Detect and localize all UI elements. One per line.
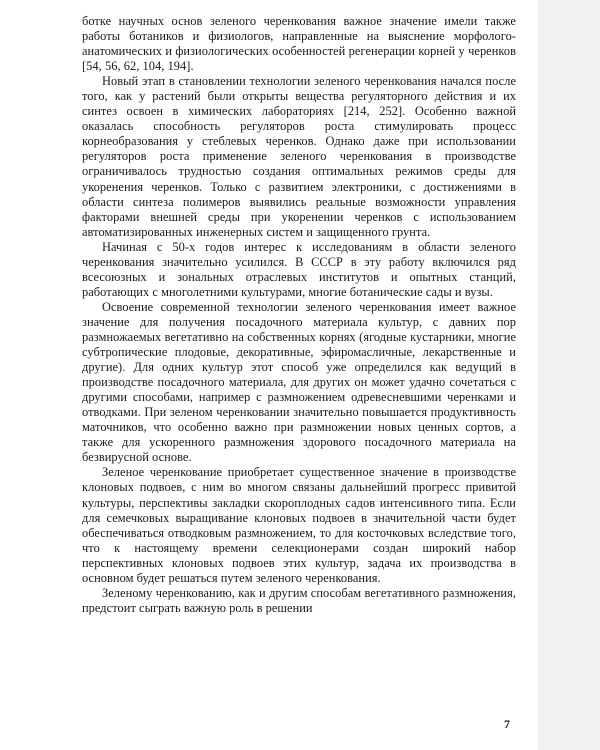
paragraph: Начиная с 50-х годов интерес к исследованиям в области зеленого черенкования значительно усилился. В СССР в эту работу включился ряд всесоюзных и зональных отраслевых институтов и опытных станций, работающих с многолетними культурами, многие ботанические сады и вузы.	[82, 239, 516, 299]
page-margin-strip	[538, 0, 600, 750]
body-text	[82, 14, 516, 616]
paragraph: Новый этап в становлении технологии зеленого черенкования начался после того, как у растений были открыты вещества регуляторного действия и их синтез освоен в химических лабораториях [214, 252]. Особенно важной оказалась способность регуляторов роста стимулировать процесс корнеобразования у стеблевых черенков. Однако даже при использовании регуляторов роста применение зеленого черенкования в производстве ограничивалось трудностью создания оптимальных режимов среды для укоренения черенков. Только с развитием электроники, с достижениями в области синтеза полимеров выявились реальные возможности управления факторами внешней среды при укоренении черенков с использованием автоматизированных инженерных систем и защищенного грунта.	[82, 74, 516, 239]
page-number: 7	[504, 717, 510, 731]
paragraph: Освоение современной технологии зеленого черенкования имеет важное значение для получения посадочного материала культур, с давних пор размножаемых вегетативно на собственных корнях (ягодные кустарники, многие субтропические плодовые, декоративные, эфиромасличные, лекарственные и другие). Для одних культур этот способ уже определился как ведущий в производстве посадочного материала, для других он может удачно сочетаться с другими способами, например с размножением одревесневшими черенками и отводками. При зеленом черенковании значительно повышается продуктивность маточников, что особенно важно при размножении новых ценных сортов, а также для ускоренного размножения здорового посадочного материала на безвирусной основе.	[82, 299, 516, 465]
paragraph: Зеленое черенкование приобретает существенное значение в производстве клоновых подвоев, с ним во многом связаны дальнейший прогресс привитой культуры, перспективы закладки скороплодных садов интенсивного типа. Если для семечковых выращивание клоновых подвоев в значительной части будет обеспечиваться отводковым размножением, то для косточковых вследствие того, что к настоящему времени селекционерами создан широкий набор перспективных клоновых подвоев этих культур, задача их производства в основном будет решаться путем зеленого черенкования.	[82, 465, 516, 585]
paragraph: Зеленому черенкованию, как и другим способам вегетативного размножения, предстоит сыграть важную роль в решении	[82, 585, 516, 615]
paragraph-continuation: ботке научных основ зеленого черенкования важное значение имели также работы ботаников и физиологов, направленные на выяснение морфолого-анатомических и физиологических особенностей регенерации корней у черенков [54, 56, 62, 104, 194].	[82, 14, 516, 74]
